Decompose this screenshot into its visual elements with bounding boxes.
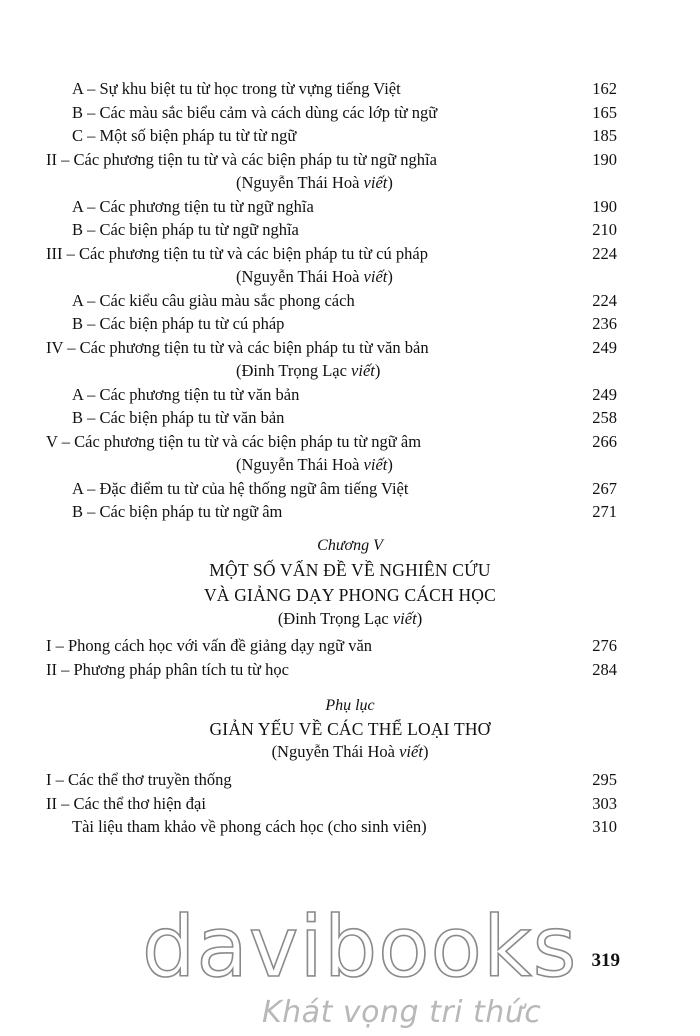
page-number: 319 — [591, 950, 620, 971]
toc-entry-page: 295 — [592, 770, 617, 789]
chapter-title-line2: VÀ GIẢNG DẠY PHONG CÁCH HỌC — [203, 585, 497, 605]
toc-entry — [0, 219, 700, 241]
appendix-title: GIẢN YẾU VỀ CÁC THỂ LOẠI THƠ — [209, 719, 491, 739]
toc-entry-page: 249 — [592, 337, 617, 357]
toc-entry-page: 249 — [592, 384, 617, 404]
toc-entry — [0, 769, 700, 791]
toc-entry — [0, 635, 700, 657]
toc-entry-page: 303 — [592, 793, 617, 813]
toc-entry-title: B – Các biện pháp tu từ ngữ âm — [72, 502, 283, 521]
toc-entry-page: 224 — [592, 290, 617, 310]
toc-entry — [0, 816, 700, 838]
toc-entry-page: 210 — [592, 220, 617, 239]
toc-entry-title: B – Các màu sắc biểu cảm và cách dùng các lớp từ ngữ — [72, 102, 438, 122]
toc-entry-page: 190 — [592, 149, 617, 169]
toc-entry — [0, 407, 700, 429]
chapter-author: (Đinh Trọng Lạc viết) — [277, 609, 423, 628]
toc-entry — [0, 478, 700, 500]
toc-entry — [0, 501, 700, 523]
toc-author-note: (Nguyễn Thái Hoà viết) — [236, 173, 393, 192]
toc-entry-page: 266 — [592, 431, 617, 451]
toc-entry — [0, 659, 700, 681]
toc-entry-title: A – Sự khu biệt tu từ học trong từ vựng tiếng Việt — [72, 79, 401, 98]
toc-entry-title: A – Các phương tiện tu từ ngữ nghĩa — [72, 196, 314, 216]
toc-entry-title: A – Các kiểu câu giàu màu sắc phong cách — [72, 290, 355, 310]
toc-entry-title: C – Một số biện pháp tu từ từ ngữ — [72, 126, 297, 145]
toc-entry-title: IV – Các phương tiện tu từ và các biện pháp tu từ văn bản — [46, 337, 429, 357]
toc-entry-page: 224 — [592, 243, 617, 263]
toc-entry — [0, 102, 700, 124]
toc-entry — [0, 313, 700, 335]
toc-entry-title: II – Các phương tiện tu từ và các biện pháp tu từ ngữ nghĩa — [46, 149, 437, 169]
toc-entry — [0, 243, 700, 265]
toc-entry-page: 267 — [592, 478, 617, 498]
toc-entry-title: B – Các biện pháp tu từ ngữ nghĩa — [72, 220, 299, 239]
toc-entry-page: 284 — [592, 659, 617, 679]
appendix-author: (Nguyễn Thái Hoà viết) — [271, 742, 429, 761]
toc-entry — [0, 384, 700, 406]
watermark-tagline: Khát vọng tri thức — [262, 995, 542, 1030]
toc-entry-page: 165 — [592, 102, 617, 122]
watermark-logo: davibooks — [142, 898, 578, 996]
toc-entry — [0, 337, 700, 359]
appendix-label: Phụ lục — [325, 697, 375, 714]
toc-entry — [0, 290, 700, 312]
toc-entry — [0, 431, 700, 453]
toc-author-note: (Nguyễn Thái Hoà viết) — [236, 455, 393, 474]
toc-entry — [0, 149, 700, 171]
toc-entry-page: 276 — [592, 636, 617, 655]
toc-entry — [0, 125, 700, 147]
toc-entry — [0, 793, 700, 815]
toc-entry-title: B – Các biện pháp tu từ cú pháp — [72, 314, 285, 333]
toc-author-note: (Nguyễn Thái Hoà viết) — [236, 267, 393, 286]
toc-entry — [0, 78, 700, 100]
toc-entry-title: A – Đặc điểm tu từ của hệ thống ngữ âm tiếng Việt — [72, 478, 409, 498]
toc-entry-title: Tài liệu tham khảo về phong cách học (cho sinh viên) — [72, 817, 427, 836]
toc-entry-page: 310 — [592, 817, 617, 836]
toc-entry-title: I – Các thể thơ truyền thống — [46, 770, 232, 789]
toc-entry-title: B – Các biện pháp tu từ văn bản — [72, 408, 285, 427]
toc-entry-title: V – Các phương tiện tu từ và các biện pháp tu từ ngữ âm — [46, 431, 422, 451]
toc-entry-title: II – Phương pháp phân tích tu từ học — [46, 659, 289, 679]
toc-entry-title: III – Các phương tiện tu từ và các biện pháp tu từ cú pháp — [46, 243, 428, 263]
toc-entry-page: 271 — [592, 502, 617, 521]
toc-entry-title: I – Phong cách học với vấn đề giảng dạy ngữ văn — [46, 636, 373, 655]
chapter-label: Chương V — [317, 537, 383, 554]
toc-author-note: (Đinh Trọng Lạc viết) — [236, 361, 381, 380]
toc-entry-page: 258 — [592, 408, 617, 427]
toc-entry — [0, 196, 700, 218]
toc-entry-page: 190 — [592, 196, 617, 216]
toc-entry-page: 185 — [592, 126, 617, 145]
toc-entry-title: A – Các phương tiện tu từ văn bản — [72, 384, 300, 404]
chapter-title-line1: MỘT SỐ VẤN ĐỀ VỀ NGHIÊN CỨU — [209, 560, 491, 580]
toc-entry-page: 162 — [592, 79, 617, 98]
toc-entry-page: 236 — [592, 314, 617, 333]
toc-entry-title: II – Các thể thơ hiện đại — [46, 793, 206, 813]
